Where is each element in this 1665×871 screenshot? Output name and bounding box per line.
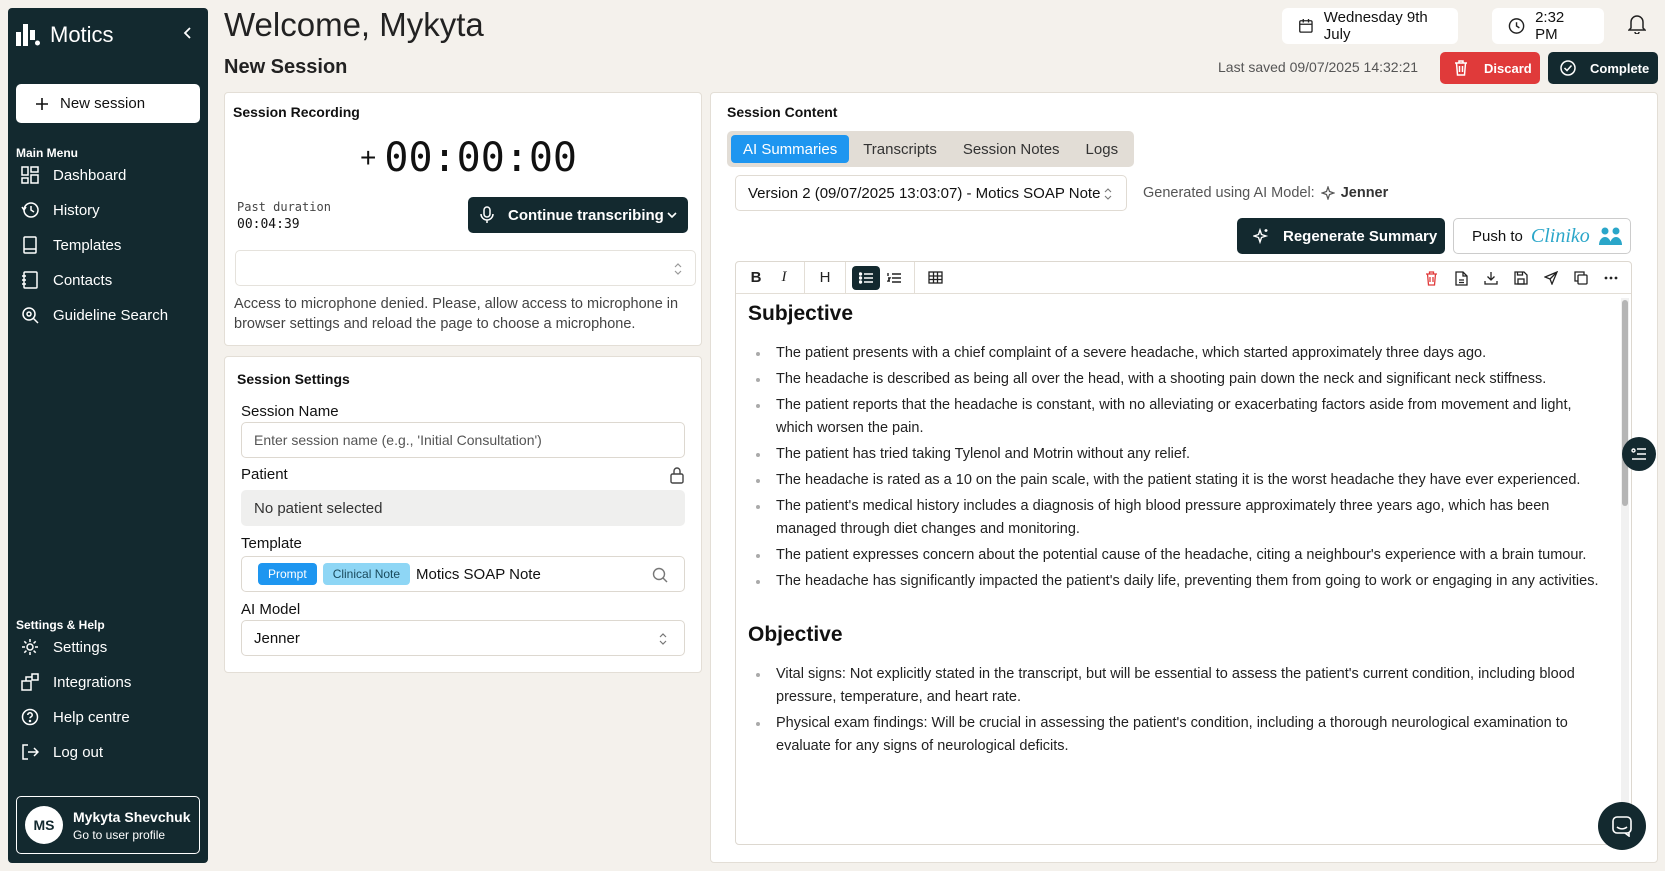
search-icon — [652, 567, 668, 583]
template-label: Template — [241, 535, 302, 552]
current-time: 2:32 PM — [1535, 9, 1565, 43]
editor-scrollbar[interactable] — [1621, 298, 1629, 842]
help-icon — [20, 707, 40, 727]
list-item: The patient expresses concern about the potential cause of the headache, citing a neighbour's experience with a brain tumour. — [748, 544, 1608, 567]
more-horizontal-icon — [1604, 276, 1618, 280]
sidebar-item-integrations[interactable] — [20, 670, 131, 694]
sidebar-item-dashboard[interactable] — [20, 163, 126, 187]
summary-editor[interactable] — [735, 261, 1632, 845]
file-icon — [1455, 271, 1468, 286]
session-name-placeholder: Enter session name (e.g., 'Initial Consultation') — [254, 432, 542, 448]
editor-toolbar — [736, 262, 1631, 294]
toggle-list-icon — [1631, 447, 1647, 461]
table-button[interactable] — [921, 266, 949, 290]
patient-value: No patient selected — [254, 499, 383, 517]
avatar: MS — [25, 806, 63, 844]
logout-icon — [20, 742, 40, 762]
download-button[interactable] — [1477, 266, 1505, 290]
toolbar-divider — [804, 262, 805, 294]
session-content-title: Session Content — [727, 104, 838, 120]
list-item: The patient's medical history includes a diagnosis of high blood pressure approximately three years ago, which has been managed through diet changes and monitoring. — [748, 495, 1608, 541]
copy-icon — [1574, 271, 1588, 285]
tag-clinical-note: Clinical Note — [323, 563, 410, 585]
heading-button[interactable]: H — [819, 269, 831, 286]
lock-icon[interactable] — [669, 466, 685, 484]
scrollbar-thumb[interactable] — [1622, 300, 1628, 506]
brand-name: Motics — [50, 22, 114, 47]
brand[interactable] — [16, 22, 114, 48]
sidebar-item-guideline-search[interactable] — [20, 303, 168, 327]
sidebar-item-label: Settings — [53, 638, 108, 656]
notifications-button[interactable] — [1628, 14, 1646, 34]
settings-help-title: Settings & Help — [16, 618, 105, 632]
generated-model: Jenner — [1340, 185, 1389, 201]
integrations-icon — [20, 672, 40, 692]
version-value: Version 2 (09/07/2025 13:03:07) - Motics SOAP Note — [748, 184, 1101, 202]
sidebar-item-log-out[interactable] — [20, 740, 103, 764]
microphone-denied-message: Access to microphone denied. Please, allow access to microphone in browser settings and reload the page to choose a microphone. — [234, 296, 679, 332]
sidebar-item-history[interactable] — [20, 198, 100, 222]
tab-transcripts[interactable]: Transcripts — [863, 140, 937, 158]
trash-icon — [1454, 60, 1468, 76]
tag-prompt: Prompt — [258, 563, 317, 585]
plus-icon — [34, 96, 50, 112]
past-duration-label: Past duration — [237, 200, 331, 214]
sidebar-item-templates[interactable] — [20, 233, 121, 257]
regenerate-label: Regenerate Summary — [1283, 227, 1438, 245]
list-item: The headache has significantly impacted the patient's daily life, preventing them from going to work or engaging in any activities. — [748, 570, 1608, 593]
side-panel-toggle-button[interactable] — [1622, 437, 1656, 471]
ai-model-select[interactable] — [241, 620, 685, 656]
continue-transcribing-button[interactable] — [468, 197, 688, 233]
current-date: Wednesday 9th July — [1323, 9, 1428, 43]
new-session-button[interactable] — [16, 84, 200, 123]
list-item: The headache is described as being all over the head, with a shooting pain down the neck and significant neck stiffness. — [748, 368, 1608, 391]
dashboard-icon — [20, 165, 40, 185]
push-to-cliniko-button[interactable] — [1453, 218, 1631, 254]
sidebar-item-contacts[interactable] — [20, 268, 112, 292]
check-circle-icon — [1560, 60, 1576, 76]
complete-button[interactable] — [1548, 52, 1658, 84]
sidebar-item-label: Guideline Search — [53, 306, 169, 324]
sidebar-item-label: Contacts — [53, 271, 113, 289]
sidebar-item-label: History — [53, 201, 100, 219]
microphone-icon — [480, 206, 494, 224]
list-item: The patient has tried taking Tylenol and Motrin without any relief. — [748, 443, 1608, 466]
continue-transcribing-label: Continue transcribing — [508, 206, 664, 224]
toolbar-divider — [914, 262, 915, 294]
summary-document[interactable] — [748, 302, 1608, 761]
list-item: Physical exam findings: Will be crucial in assessing the patient's condition, including a thorough neurological examination to evaluate for any signs of neurological deficits. — [748, 712, 1608, 758]
sidebar-item-label: Log out — [53, 743, 104, 761]
recording-timer — [360, 135, 577, 181]
objective-list — [748, 663, 1608, 758]
download-icon — [1484, 271, 1498, 285]
tab-ai-summaries[interactable]: AI Summaries — [731, 135, 849, 163]
discard-label: Discard — [1484, 60, 1532, 76]
history-icon — [20, 200, 40, 220]
complete-label: Complete — [1590, 60, 1650, 76]
clock-icon — [1508, 17, 1525, 35]
list-item: The patient presents with a chief complaint of a severe headache, which started approximately three days ago. — [748, 342, 1608, 365]
new-session-label: New session — [60, 95, 146, 112]
tab-session-notes[interactable]: Session Notes — [962, 140, 1060, 158]
templates-icon — [20, 235, 40, 255]
chat-support-button[interactable] — [1598, 802, 1646, 850]
bell-icon — [1628, 14, 1646, 34]
cliniko-people-icon — [1598, 226, 1624, 246]
page-title: New Session — [224, 56, 348, 78]
push-to-label: Push to — [1472, 227, 1523, 245]
sidebar-item-help-centre[interactable] — [20, 705, 130, 729]
motics-logo-icon — [16, 24, 40, 46]
sidebar-item-label: Dashboard — [53, 166, 127, 184]
save-button[interactable] — [1507, 266, 1535, 290]
date-pill — [1282, 8, 1458, 44]
collapse-sidebar-button[interactable] — [182, 26, 194, 40]
user-profile-link: Go to user profile — [73, 827, 166, 842]
bold-button[interactable]: B — [750, 269, 762, 286]
table-icon — [928, 271, 943, 284]
session-settings-title: Session Settings — [237, 371, 350, 387]
past-duration-value: 00:04:39 — [237, 217, 300, 232]
timer-value: 00:00:00 — [384, 135, 578, 181]
discard-button[interactable] — [1440, 52, 1540, 84]
session-name-input[interactable] — [241, 422, 685, 458]
patient-field — [241, 490, 685, 526]
sparkle-icon — [1253, 228, 1269, 244]
sidebar-item-label: Integrations — [53, 673, 132, 691]
export-pdf-button[interactable] — [1447, 266, 1475, 290]
copy-button[interactable] — [1567, 266, 1595, 290]
session-name-label: Session Name — [241, 403, 339, 420]
list-item: The headache is rated as a 10 on the pain scale, with the patient stating it is the worst headache they have ever experienced. — [748, 469, 1608, 492]
objective-heading: Objective — [748, 623, 843, 646]
toolbar-actions — [1417, 266, 1625, 290]
italic-button[interactable]: I — [781, 269, 787, 285]
subjective-heading: Subjective — [748, 302, 854, 325]
microphone-select[interactable] — [235, 250, 696, 286]
generated-label: Generated using AI Model: — [1143, 185, 1315, 201]
content-tabs — [727, 131, 1134, 167]
chat-icon — [1611, 815, 1633, 837]
session-recording-card — [224, 92, 702, 346]
send-button[interactable] — [1537, 266, 1565, 290]
list-item: Vital signs: Not explicitly stated in the transcript, but will be essential to assess the patient's current condition, including blood pressure, temperature, and heart rate. — [748, 663, 1608, 709]
delete-button[interactable] — [1417, 266, 1445, 290]
regenerate-summary-button[interactable] — [1237, 218, 1445, 254]
session-settings-card — [224, 356, 702, 673]
sidebar — [8, 8, 208, 863]
save-icon — [1514, 271, 1528, 285]
ordered-list-icon — [887, 272, 901, 284]
list-item: The patient reports that the headache is constant, with no alleviating or exacerbating factors aside from movement and light, which worsen the pain. — [748, 394, 1608, 440]
template-field[interactable] — [241, 556, 685, 592]
select-arrows-icon — [658, 632, 668, 646]
main-menu-title: Main Menu — [16, 146, 78, 160]
ai-model-value: Jenner — [254, 629, 300, 647]
chevron-down-icon[interactable] — [666, 209, 678, 221]
sidebar-item-label: Help centre — [53, 708, 130, 726]
time-pill — [1492, 8, 1604, 44]
select-arrows-icon — [1104, 188, 1112, 200]
cliniko-logo: Cliniko — [1530, 224, 1590, 247]
select-arrows-icon — [673, 262, 683, 276]
session-recording-title: Session Recording — [233, 104, 360, 120]
user-profile-card[interactable] — [16, 796, 200, 854]
session-content-card — [710, 92, 1658, 863]
ai-model-label: AI Model — [241, 601, 301, 618]
contacts-icon — [20, 270, 40, 290]
more-options-button[interactable] — [1597, 266, 1625, 290]
template-value: Motics SOAP Note — [416, 565, 541, 583]
welcome-heading: Welcome, Mykyta — [224, 6, 484, 43]
plus-icon: + — [360, 142, 377, 173]
toolbar-divider — [845, 262, 846, 294]
user-name: Mykyta Shevchuk — [73, 808, 191, 825]
sidebar-item-label: Templates — [53, 236, 122, 254]
gear-icon — [20, 637, 40, 657]
chevron-left-icon — [182, 26, 194, 40]
subjective-list — [748, 342, 1608, 593]
patient-label: Patient — [241, 466, 288, 483]
calendar-icon — [1298, 17, 1314, 35]
ordered-list-button[interactable] — [880, 266, 908, 290]
last-saved-text: Last saved 09/07/2025 14:32:21 — [1218, 59, 1419, 75]
send-icon — [1544, 271, 1558, 285]
version-select[interactable] — [735, 175, 1127, 211]
generated-model-info — [1143, 185, 1388, 201]
bullet-list-button[interactable] — [852, 266, 880, 290]
tab-logs[interactable]: Logs — [1085, 140, 1119, 158]
guideline-search-icon — [20, 305, 40, 325]
sidebar-item-settings[interactable] — [20, 635, 107, 659]
sparkle-icon — [1321, 186, 1335, 200]
bullet-list-icon — [859, 272, 873, 284]
trash-icon — [1425, 271, 1438, 286]
